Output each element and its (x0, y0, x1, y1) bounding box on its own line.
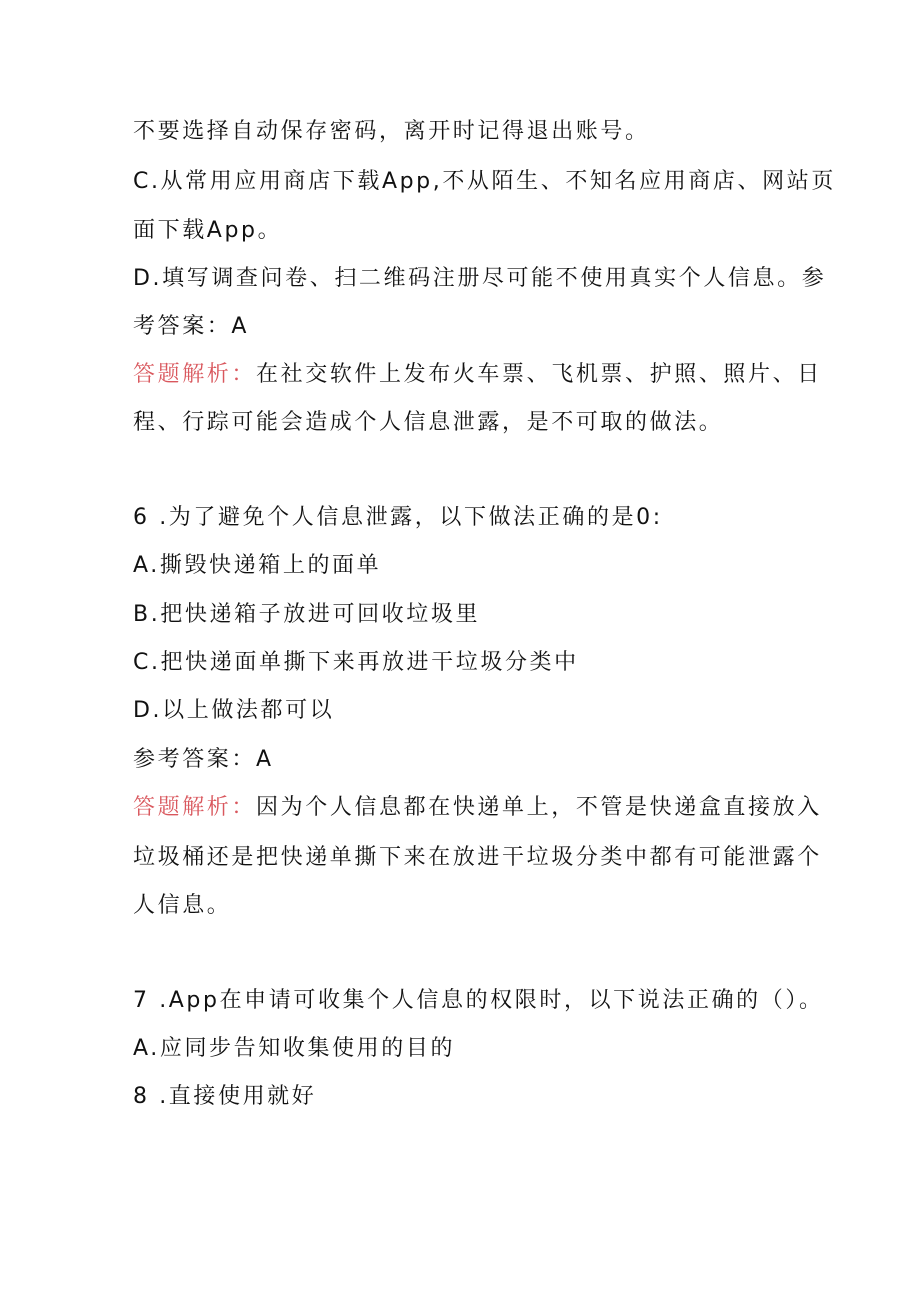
q7-option-a: A.应同步告知收集使用的目的 (133, 1036, 456, 1061)
q5-analysis-line2: 程、行踪可能会造成个人信息泄露，是不可取的做法。 (133, 410, 724, 435)
q6-answer: 参考答案：A (133, 747, 274, 772)
q5-option-c-line2: 面下载App。 (133, 218, 283, 243)
q6-analysis-line3: 人信息。 (133, 893, 232, 918)
q7-question: 7 .App在申请可收集个人信息的权限时，以下说法正确的（）。 (133, 988, 824, 1013)
q6-question: 6 .为了避免个人信息泄露，以下做法正确的是0: (133, 505, 663, 530)
q6-analysis-label: 答题解析： (133, 795, 257, 820)
q6-option-c: C.把快递面单撕下来再放进干垃圾分类中 (133, 650, 579, 675)
q5-option-b-continuation: 不要选择自动保存密码，离开时记得退出账号。 (133, 119, 650, 144)
q5-answer: 考答案：A (133, 314, 250, 339)
q5-analysis-line1 (133, 360, 822, 390)
q6-option-a: A.撕毁快递箱上的面单 (133, 553, 382, 578)
q5-option-c-line1: C.从常用应用商店下载App,不从陌生、不知名应用商店、网站页 (133, 169, 836, 194)
q6-analysis-line1 (133, 793, 822, 823)
q6-option-d: D.以上做法都可以 (133, 698, 335, 723)
q5-analysis-label: 答题解析： (133, 362, 257, 387)
q5-analysis-text: 在社交软件上发布火车票、飞机票、护照、照片、日 (256, 362, 822, 387)
q7-option-8: 8 .直接使用就好 (133, 1084, 317, 1109)
q6-analysis-text: 因为个人信息都在快递单上，不管是快递盒直接放入 (256, 795, 822, 820)
q5-option-d-line1: D.填写调查问卷、扫二维码注册尽可能不使用真实个人信息。参 (133, 266, 827, 291)
q6-option-b: B.把快递箱子放进可回收垃圾里 (133, 602, 481, 627)
q6-analysis-line2: 垃圾桶还是把快递单撕下来在放进干垃圾分类中都有可能泄露个 (133, 845, 822, 870)
